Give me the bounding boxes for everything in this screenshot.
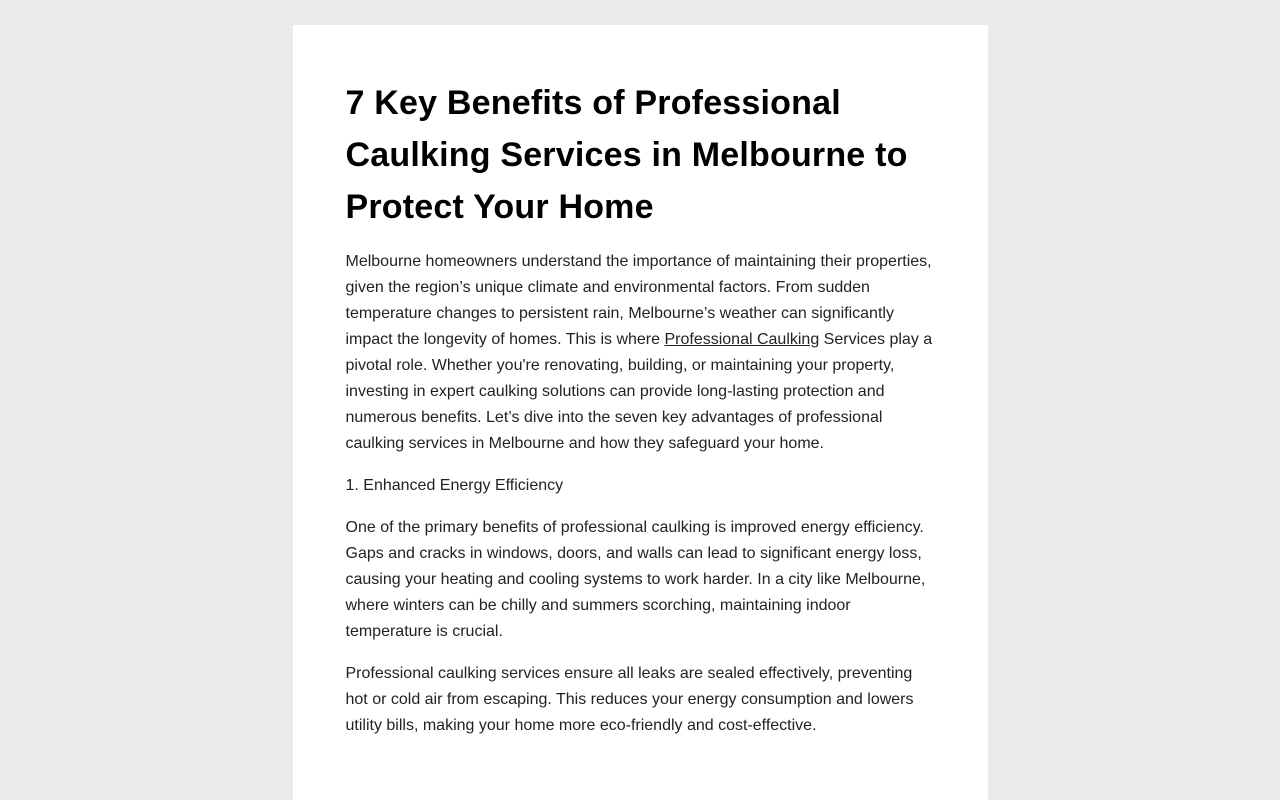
body-paragraph: Professional caulking services ensure all leaks are sealed effectively, preventing hot or cold air from escaping. This reduces your energy consumption and lowers utility bills, making your home more eco-friendly and cost-effective. <box>345 665 914 734</box>
section-heading: 1. Enhanced Energy Efficiency <box>345 477 564 494</box>
intro-paragraph <box>346 249 935 457</box>
page-title: 7 Key Benefits of Professional Caulking Services in Melbourne to Protect Your Home <box>345 84 908 226</box>
intro-text-before-link: Melbourne homeowners understand the importance of maintaining their properties, given the region’s unique climate and environmental factors. From sudden temperature changes to persistent rain, Melbourne’s weather can significantly impact the longevity of homes. This is where <box>345 253 932 348</box>
intro-text-after-link: Services play a pivotal role. Whether you're renovating, building, or maintaining your property, investing in expert caulking solutions can provide long-lasting protection and numerous benefits. Let’s dive into the seven key advantages of professional caulking services in Melbourne and how they safeguard your home. <box>345 331 933 452</box>
body-paragraph: One of the primary benefits of professional caulking is improved energy efficiency. Gaps and cracks in windows, doors, and walls can lead to significant energy loss, causing your heating and cooling systems to work harder. In a city like Melbourne, where winters can be chilly and summers scorching, maintaining indoor temperature is crucial. <box>345 519 926 640</box>
article-card <box>293 25 988 800</box>
professional-caulking-link[interactable]: Professional Caulking <box>664 331 820 348</box>
